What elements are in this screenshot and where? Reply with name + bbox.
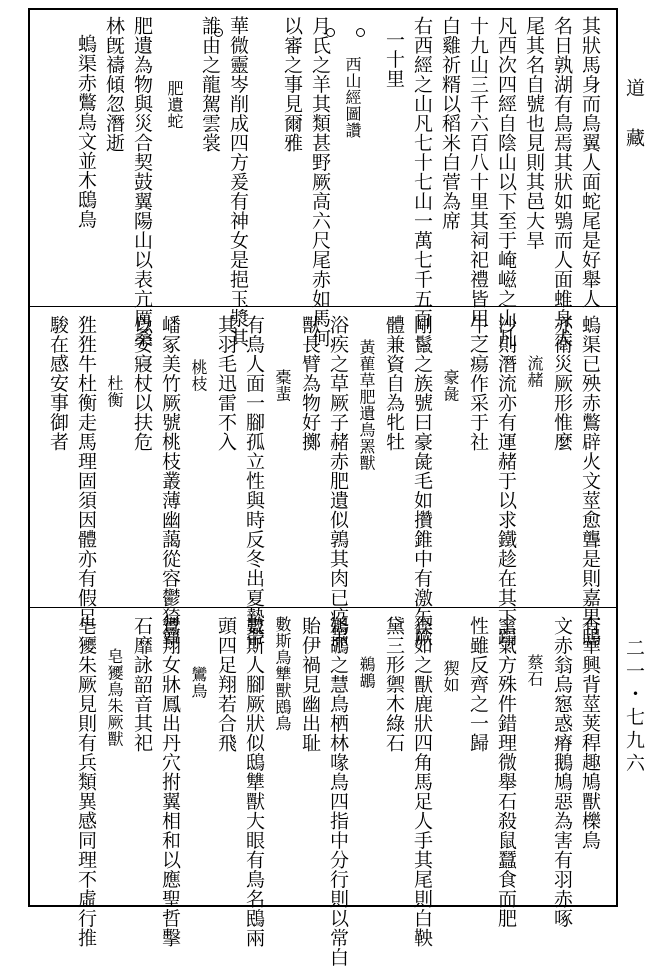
text-column: 鵜鶘 xyxy=(357,656,376,689)
text-column: 皂獿朱厥見則有兵類異感同理不虛行推 xyxy=(75,616,97,948)
text-panel-middle xyxy=(30,309,616,647)
text-column: 其狀馬身而鳥翼人面蛇尾是好舉人 xyxy=(579,16,601,309)
text-column: 豪彘 xyxy=(441,369,460,402)
collection-title: 道 藏 xyxy=(623,78,645,153)
text-column: 一十里 xyxy=(383,30,405,89)
text-panel-upper xyxy=(30,10,616,348)
text-column: 狌狌牛杜衡走馬理固須因體亦有假足 xyxy=(75,315,97,627)
text-column: 十九山三千六百八十里其祠祀禮皆用一 xyxy=(467,16,489,348)
text-column: 亦衛災厥形惟麼 xyxy=(551,315,573,452)
text-column: 尾其名自號也見則其邑大旱 xyxy=(523,16,545,250)
text-column: 橐蜚 xyxy=(273,369,292,402)
text-column: 頭四足翔若合飛 xyxy=(215,616,237,753)
text-column: 猰如 xyxy=(441,660,460,693)
text-column: 流赭 xyxy=(525,355,544,388)
section-marker-circle xyxy=(326,28,335,37)
text-column: 名日孰湖有鳥焉其狀如鴞而人面蜼身犬 xyxy=(551,16,573,348)
text-column: 嶓冢美竹厥號桃枝叢薄幽藹從容鬱猗簟 xyxy=(159,315,181,647)
text-column: 皂獿鳥朱厥獸 xyxy=(105,648,124,747)
text-column: 肥遺蛇 xyxy=(165,80,184,130)
section-marker-circle xyxy=(356,28,365,37)
text-panel-lower xyxy=(30,610,616,967)
text-column: 剛鬣之族號曰豪彘毛如攢錐中有激矢厥 xyxy=(411,315,433,647)
text-column: 西山經圖讚 xyxy=(343,56,362,139)
text-column: 其羽毛迅雷不入 xyxy=(215,315,237,452)
text-column: 鵜鶘之慧鳥栖林喙鳥四指中分行則以常白 xyxy=(327,616,349,967)
text-column: 窯氣方殊件錯理微舉石殺鼠蠶食而肥 xyxy=(495,616,517,928)
text-column: 鸞翔女牀鳳出丹穴拊翼相和以應聖哲擊 xyxy=(159,616,181,948)
text-column: 有華興背莖荚稈趣鳩獸櫟鳥 xyxy=(579,616,601,850)
text-column: 右西經之山凡七十七山一萬七千五百 xyxy=(411,16,433,328)
text-column: 數斯鳥犨獸鴖鳥 xyxy=(273,616,292,732)
text-column: 凡西次四經自陰山以下至于崦嵫之山凡 xyxy=(495,16,517,348)
page-number: 二一・七九六 xyxy=(623,638,645,776)
text-column: 林旣禱傾忽潛逝 xyxy=(103,16,125,153)
text-column: 黃雚草肥遺鳥罴獸 xyxy=(357,339,376,471)
text-column: 石靡詠韶音其祀 xyxy=(131,616,153,753)
text-column: 體兼資自為牝牡 xyxy=(383,315,405,452)
text-column: 蔡石 xyxy=(525,654,544,687)
text-column: 鸞鳥 xyxy=(189,666,208,699)
text-column: 螐渠已殃赤鷩辟火文莖愈聾是則嘉果鴟 xyxy=(579,315,601,647)
text-column: 月氏之羊其類甚野厥高六尺尾赤如馬何 xyxy=(309,16,331,348)
text-column: 杜衡 xyxy=(105,375,124,408)
text-column: 肥遺為物與災合契鼓翼陽山以表亢厲桑 xyxy=(131,16,153,348)
text-column: 誰由之龍駕雲裳 xyxy=(199,16,221,153)
text-column: 駿在感安事御者 xyxy=(47,315,69,452)
text-column: 有鳥人面一腳孤立性與時反冬出夏蟄帶 xyxy=(243,315,265,647)
text-column: 牛之瘍作采于社 xyxy=(467,315,489,452)
text-column: 白雞祈糈以稻米白菅為席 xyxy=(439,16,461,231)
text-column: 文赤翁烏惌惑瘠鵝鳩惡為害有羽赤啄 xyxy=(551,616,573,928)
text-column: 以安寢杖以扶危 xyxy=(131,315,153,452)
text-column: 沙則潛流亦有運赭于以求鐵趁在其下蹋 xyxy=(495,315,517,647)
panel-divider-bottom xyxy=(28,607,618,608)
text-column: 浴疾之草厥子赭赤肥遺似鶉其肉已疫罴 xyxy=(327,315,349,647)
text-column: 華微靈岑削成四方爰有神女是挹玉漿其 xyxy=(227,16,249,348)
text-column: 桃枝 xyxy=(189,359,208,392)
text-column: 性雖反齊之一歸 xyxy=(467,616,489,753)
text-column: 黛三形禦木綠石 xyxy=(383,616,405,753)
text-column: 猰如之獸鹿狀四角馬足人手其尾則白鞅 xyxy=(411,616,433,948)
text-column: 螐渠赤鷩鳥文並木鴟鳥 xyxy=(75,34,97,229)
text-column: 獸長臂為物好擲 xyxy=(299,315,321,452)
text-column: 貽伊禍見幽出耻 xyxy=(299,616,321,753)
text-column: 數斯人腳厥狀似鴟犨獸大眼有鳥名鴖兩 xyxy=(243,616,265,948)
text-column: 以審之事見爾雅 xyxy=(281,16,303,153)
section-marker-circle xyxy=(214,28,223,37)
